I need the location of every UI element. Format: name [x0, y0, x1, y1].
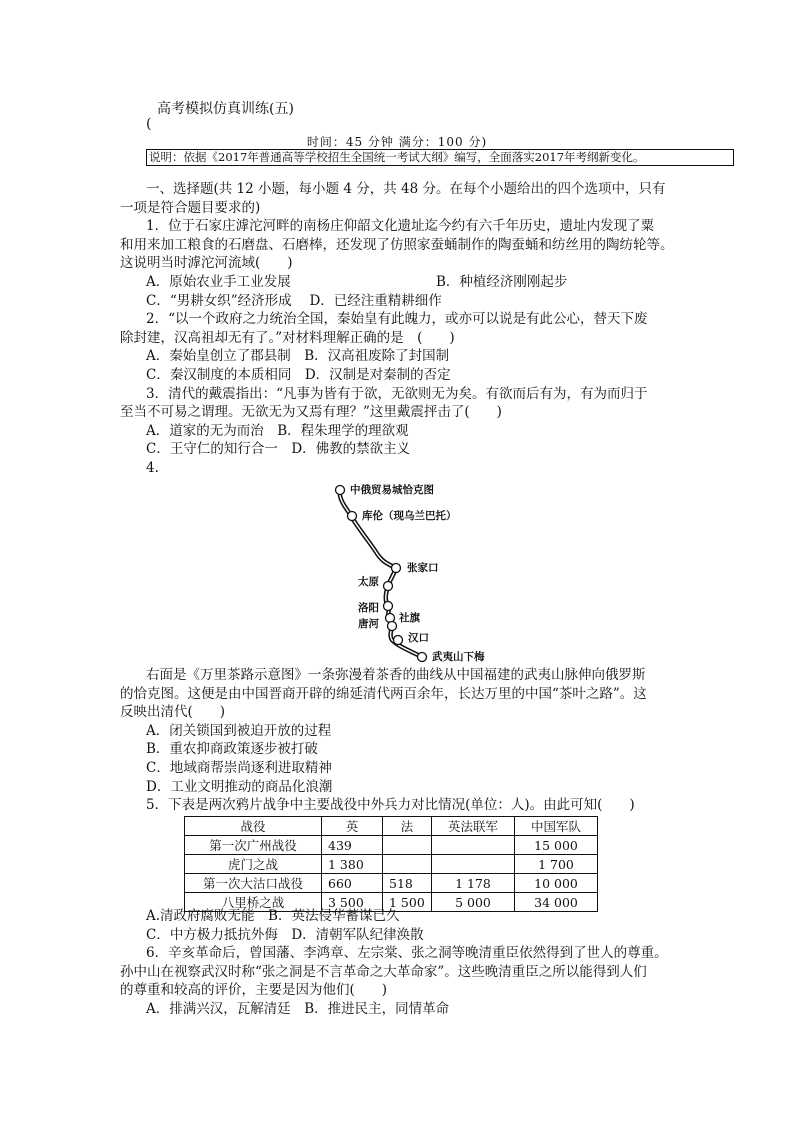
- map-node-taiyuan: [384, 582, 393, 591]
- table-row: [185, 874, 598, 893]
- q3-stem-2: 至当不可易之谓理。无欲无为又焉有理？”这里戴震抨击了( ): [120, 404, 502, 421]
- map-label-sheqi: 社旗: [399, 612, 420, 624]
- q2-options-cd[interactable]: C．秦汉制度的本质相同 D．汉制是对秦制的否定: [146, 366, 451, 383]
- map-label-hankou: 汉口: [408, 632, 429, 644]
- map-node-kulun: [348, 512, 357, 521]
- section-heading: 一、选择题(共 12 小题，每小题 4 分，共 48 分。在每个小题给出的四个选项中，只有: [146, 181, 666, 197]
- table-cell: [432, 836, 515, 855]
- questions-part-2: [120, 666, 680, 815]
- table-cell: 34 000: [515, 893, 598, 912]
- q4-option-c[interactable]: C．地域商帮崇尚逐利进取精神: [146, 759, 332, 776]
- q6-stem-2: 孙中山在视察武汉时称“张之洞是不言革命之大革命家”。这些晚清重臣之所以能得到人们: [120, 963, 647, 980]
- table-cell: 第一次广州战役: [185, 836, 322, 855]
- table-cell: 10 000: [515, 874, 598, 893]
- map-node-zhangjiakou: [392, 564, 401, 573]
- table-cell: 1 700: [515, 855, 598, 874]
- table-row: [185, 855, 598, 874]
- tea-road-map: [318, 468, 498, 668]
- questions-part-3: [120, 907, 680, 1019]
- table-cell: 5 000: [432, 893, 515, 912]
- map-label-kiakhta: 中俄贸易城恰克图: [350, 484, 434, 496]
- q1-stem-3: 这说明当时滹沱河流域( ): [120, 255, 293, 272]
- exam-title: 高考模拟仿真训练(五): [157, 101, 294, 117]
- title-paren: (: [146, 116, 152, 132]
- q6-options-ab[interactable]: A．排满兴汉，瓦解清廷 B．推进民主，同情革命: [146, 1000, 450, 1017]
- instructions-note: 说明：依据《2017年普通高等学校招生全国统一考试大纲》编写，全面落实2017年考纲新变化。: [146, 149, 734, 166]
- q3-stem: 3．清代的戴震指出：“凡事为皆有于欲，无欲则无为矣。有欲而后有为，有为而归于: [146, 385, 648, 402]
- table-cell: 虎门之战: [185, 855, 322, 874]
- q6-stem-3: 的尊重和较高的评价，主要是因为他们( ): [120, 982, 388, 999]
- map-node-kiakhta: [336, 486, 345, 495]
- table-cell: 1 178: [432, 874, 515, 893]
- q4-stem-3: 反映出清代( ): [120, 704, 226, 721]
- q4-number: 4.: [146, 459, 159, 476]
- time-score-info: 时间：45 分钟 满分：100 分): [306, 135, 488, 149]
- table-cell: 1 380: [322, 855, 383, 874]
- table-cell: 第一次大沽口战役: [185, 874, 322, 893]
- map-label-zhangjiakou: 张家口: [407, 562, 439, 574]
- table-cell: 439: [322, 836, 383, 855]
- table-header-cell: 英: [322, 817, 383, 836]
- map-node-wuyi: [418, 653, 427, 662]
- q3-options-cd[interactable]: C．王守仁的知行合一 D．佛教的禁欲主义: [146, 441, 411, 458]
- table-cell: 15 000: [515, 836, 598, 855]
- table-header-cell: 英法联军: [432, 817, 515, 836]
- q4-option-d[interactable]: D．工业文明推动的商品化浪潮: [146, 778, 333, 795]
- table-row: [185, 836, 598, 855]
- q4-option-b[interactable]: B．重农抑商政策逐步被打破: [146, 741, 318, 758]
- map-node-hankou: [394, 636, 403, 645]
- q4-stem: 右面是《万里茶路示意图》一条弥漫着茶香的曲线从中国福建的武夷山脉伸向俄罗斯: [146, 667, 646, 683]
- q2-stem-2: 除封建，汉高祖却无有了。”对材料理解正确的是 ( ): [120, 329, 455, 346]
- q1-options-ab: [120, 273, 680, 292]
- table-cell: 3 500: [322, 893, 383, 912]
- q1-stem: 1．位于石家庄滹沱河畔的南杨庄仰韶文化遗址迄今约有六千年历史，遗址内发现了粟: [146, 218, 655, 235]
- table-cell: 660: [322, 874, 383, 893]
- q1-option-b[interactable]: B．种植经济刚刚起步: [436, 273, 568, 290]
- q6-stem: 6．辛亥革命后，曾国藩、李鸿章、左宗棠、张之洞等晚清重臣依然得到了世人的尊重。: [146, 945, 668, 962]
- map-label-tanghe: 唐河: [358, 618, 379, 630]
- q2-options-ab[interactable]: A．秦始皇创立了郡县制 B．汉高祖废除了封国制: [146, 348, 450, 365]
- q1-option-c[interactable]: C．“男耕女织”经济形成: [146, 292, 292, 309]
- map-label-wuyi: 武夷山下梅: [432, 651, 485, 663]
- q3-options-ab[interactable]: A．道家的无为而治 B．程朱理学的理欲观: [146, 422, 409, 439]
- table-cell: 1 500: [383, 893, 432, 912]
- map-node-luoyang: [384, 602, 393, 611]
- table-cell: [383, 855, 432, 874]
- q1-option-d[interactable]: D．已经注重精耕细作: [309, 292, 442, 309]
- section-heading-cont: 一项是符合题目要求的): [120, 199, 261, 216]
- map-label-kulun: 库伦（现乌兰巴托）: [362, 510, 457, 522]
- map-label-taiyuan: 太原: [358, 576, 379, 588]
- q1-option-a[interactable]: A．原始农业手工业发展: [146, 273, 291, 290]
- table-cell: 八里桥之战: [185, 893, 322, 912]
- table-header-cell: 战役: [185, 817, 322, 836]
- map-label-luoyang: 洛阳: [358, 602, 379, 614]
- q4-stem-2: 的恰克图。这便是由中国晋商开辟的绵延清代两百余年，长达万里的中国“茶叶之路”。这: [120, 685, 647, 702]
- q4-option-a[interactable]: A．闭关锁国到被迫开放的过程: [146, 722, 332, 739]
- q2-stem: 2．“以一个政府之力统治全国，秦始皇有此魄力，或亦可以说是有此公心，替天下废: [146, 311, 648, 328]
- table-cell: [383, 836, 432, 855]
- q5-options-cd[interactable]: C．中方极力抵抗外侮 D．清朝军队纪律涣散: [146, 926, 424, 943]
- table-header-cell: 法: [383, 817, 432, 836]
- table-header-cell: 中国军队: [515, 817, 598, 836]
- questions-part-1: [120, 180, 680, 478]
- map-node-tanghe: [388, 622, 397, 631]
- table-cell: 518: [383, 874, 432, 893]
- q1-options-cd: [120, 292, 680, 311]
- q5-stem: 5．下表是两次鸦片战争中主要战役中外兵力对比情况(单位：人)。由此可知( ): [146, 797, 635, 814]
- q1-stem-2: 和用来加工粮食的石磨盘、石磨棒，还发现了仿照家蚕蛹制作的陶蚕蛹和纺丝用的陶纺轮等。: [120, 236, 674, 253]
- battle-force-table: [184, 816, 598, 912]
- q5-options-ab[interactable]: A.清政府腐败无能 B．英法侵华蓄谋已久: [146, 908, 400, 924]
- table-cell: [432, 855, 515, 874]
- table-header-row: [185, 817, 598, 836]
